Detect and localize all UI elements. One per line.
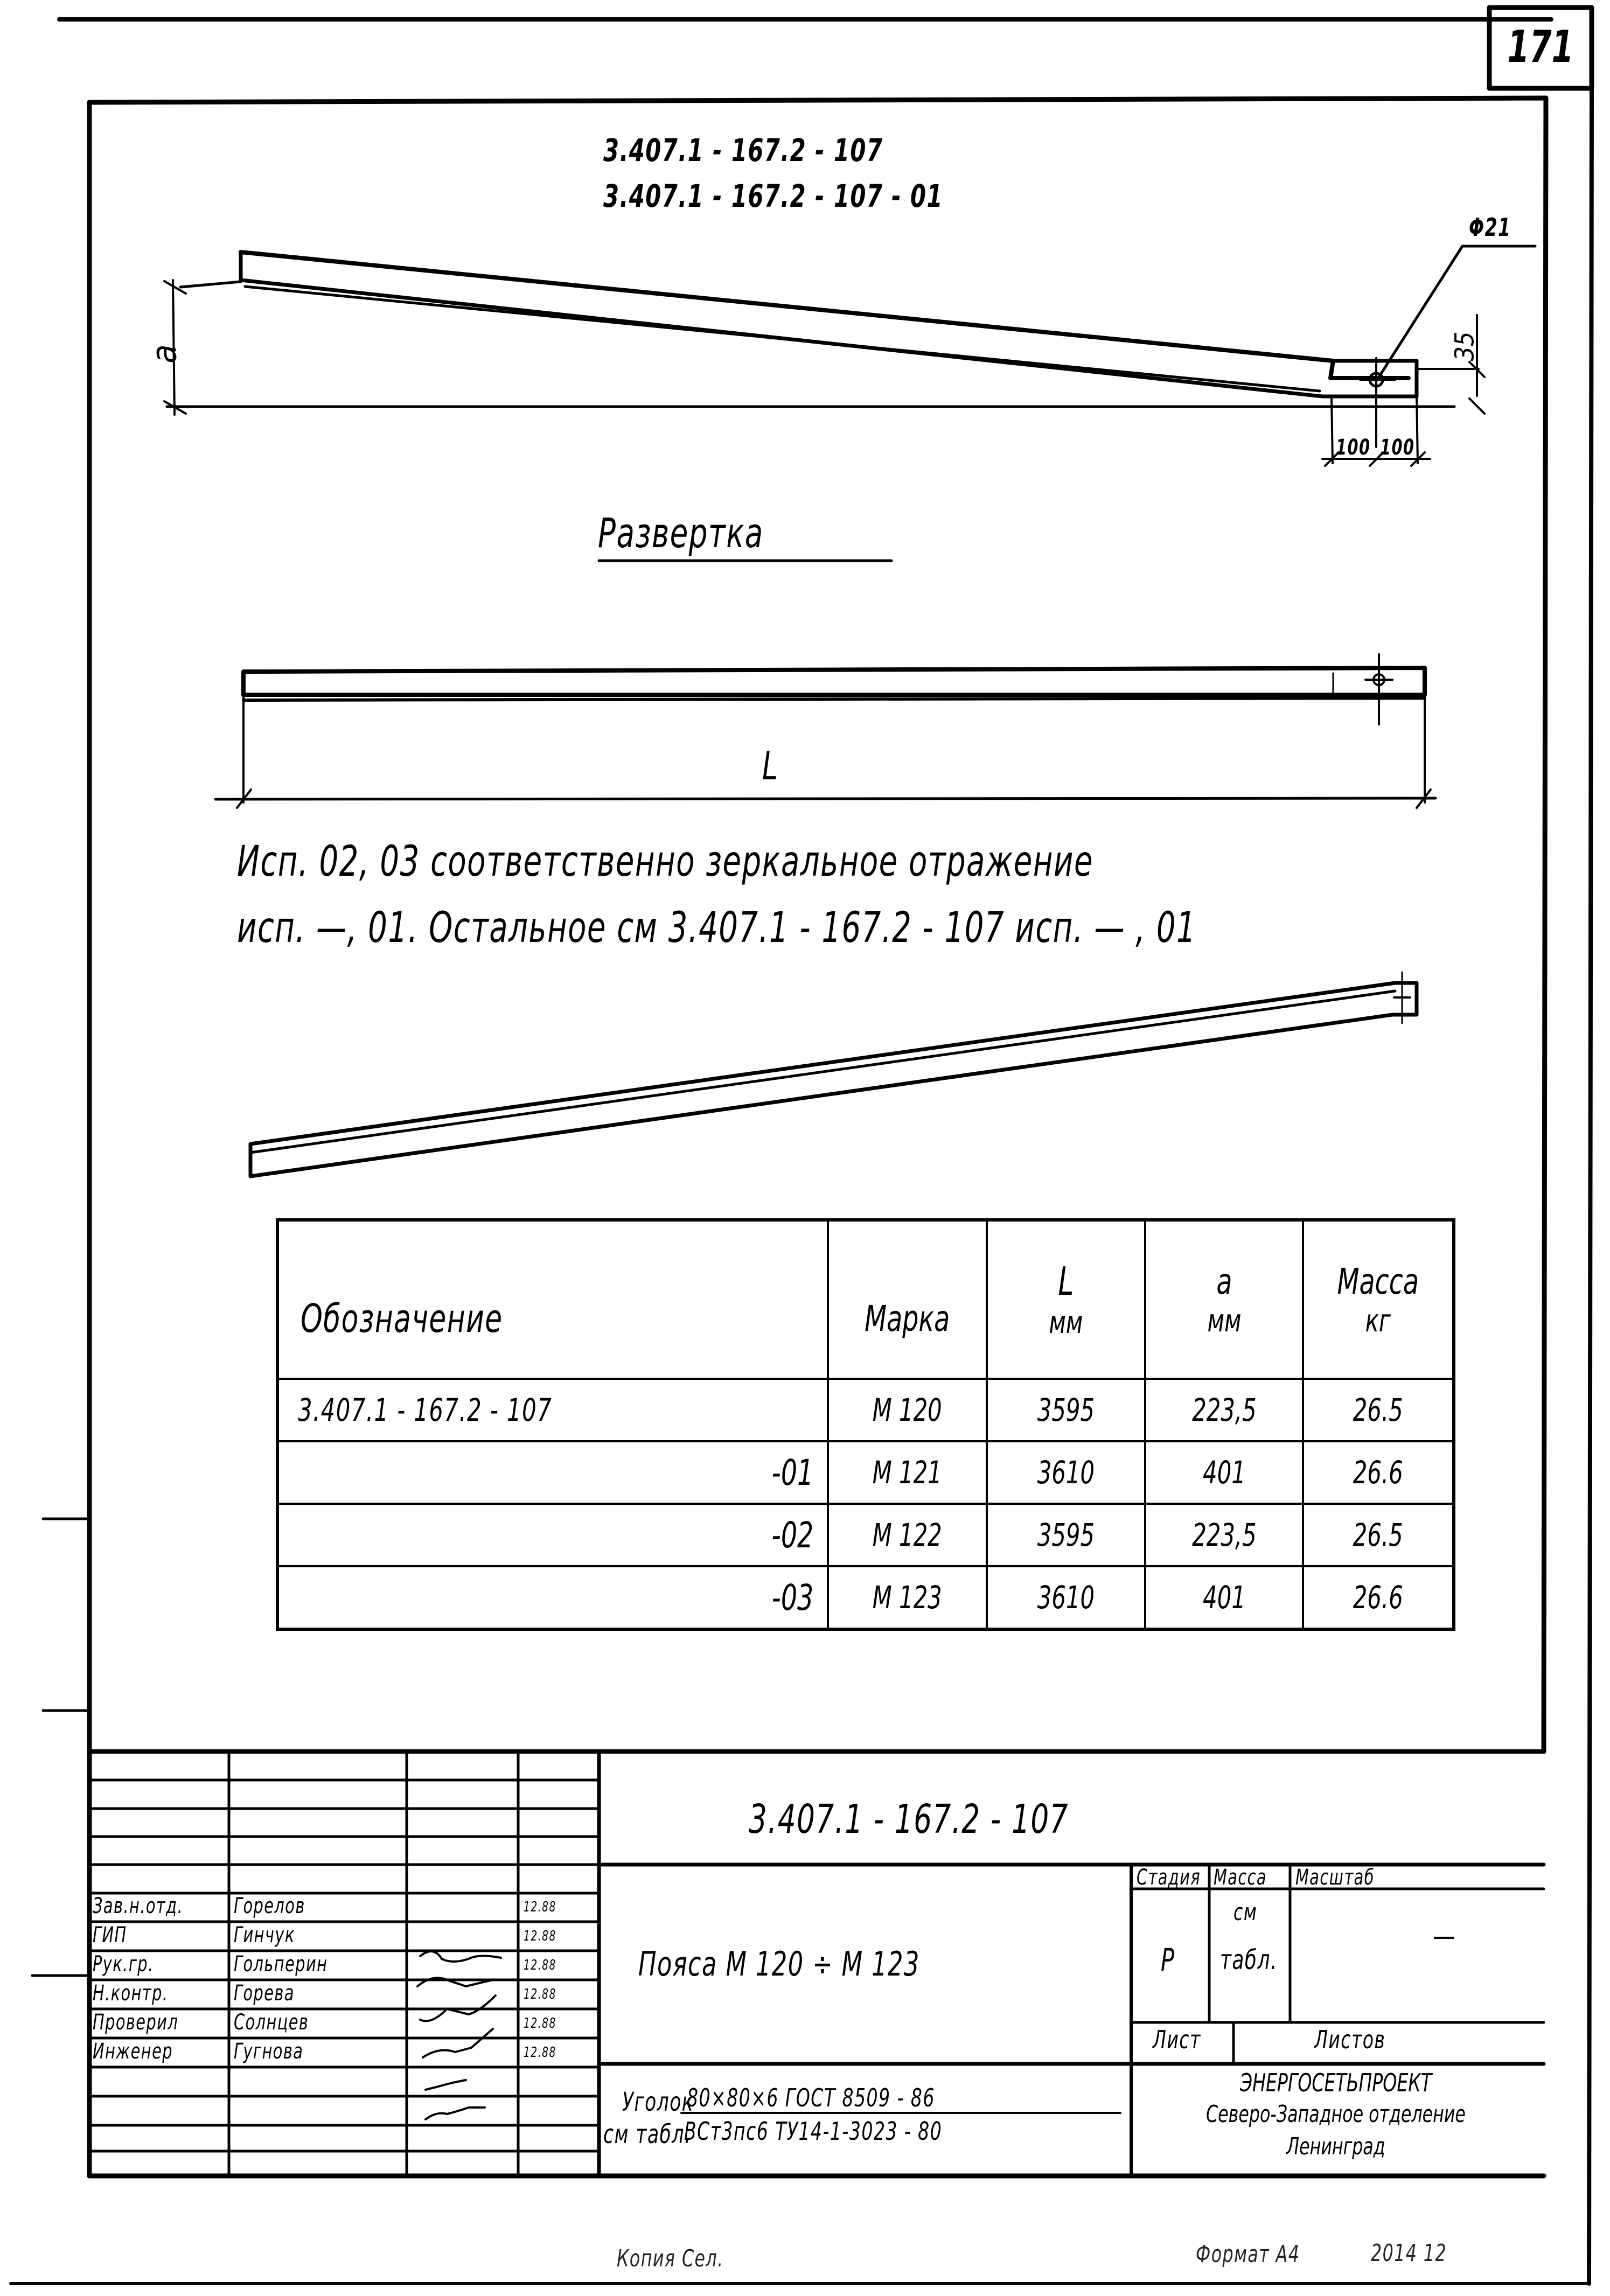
cell-a: 223,5 — [1145, 1379, 1304, 1441]
col-mark: Марка — [828, 1220, 986, 1379]
material-denominator: ВСт3пс6 ТУ14-1-3023 - 80 — [684, 2117, 943, 2146]
dim-a-label: a — [144, 344, 185, 364]
material-numerator: 80×80×6 ГОСТ 8509 - 86 — [687, 2083, 935, 2112]
cell-mark: М 123 — [828, 1566, 986, 1629]
dim-100-left-label: 100 — [1336, 435, 1371, 460]
cell-a: 223,5 — [1145, 1504, 1304, 1566]
cell-mark: М 120 — [828, 1379, 986, 1441]
mass-value-line1: см — [1233, 1899, 1258, 1926]
spec-row — [277, 1566, 1454, 1629]
spec-row — [277, 1504, 1454, 1566]
title-item-name: Пояса М 120 ÷ М 123 — [638, 1944, 920, 1984]
sheet-label: Лист — [1153, 2025, 1201, 2054]
dim-35-label: 35 — [1449, 331, 1480, 361]
material-label-1: Уголок — [622, 2087, 694, 2117]
cell-L: 3610 — [987, 1441, 1145, 1504]
note-line-2: исп. —, 01. Остальное см 3.407.1 - 167.2 - 107 исп. — , 01 — [237, 904, 1197, 952]
dim-hole-label: Φ21 — [1469, 213, 1511, 242]
format-label: Формат А4 — [1196, 2241, 1300, 2268]
cell-designation: 3.407.1 - 167.2 - 107 — [277, 1379, 828, 1441]
title-doc-code: 3.407.1 - 167.2 - 107 — [749, 1796, 1069, 1843]
col-designation: Обозначение — [277, 1220, 828, 1379]
copy-label: Копия Сел. — [617, 2245, 724, 2272]
org-line-2: Северо-Западное отделение — [1206, 2100, 1466, 2128]
cell-mass: 26.5 — [1303, 1379, 1454, 1441]
cell-mark: М 121 — [828, 1441, 986, 1504]
cell-mass: 26.6 — [1303, 1441, 1454, 1504]
cell-mark: М 122 — [828, 1504, 986, 1566]
cell-mass: 26.6 — [1303, 1566, 1454, 1629]
scale-value: — — [1433, 1917, 1456, 1954]
cell-designation: -02 — [277, 1504, 828, 1566]
unfold-title: Развертка — [598, 509, 764, 557]
specification-table — [276, 1218, 1455, 1631]
scale-label: Масштаб — [1295, 1865, 1375, 1890]
org-line-3: Ленинград — [1286, 2133, 1385, 2160]
cell-mass: 26.5 — [1303, 1504, 1454, 1566]
cell-L: 3610 — [987, 1566, 1145, 1629]
cell-designation: -03 — [277, 1566, 828, 1629]
col-a: a мм — [1145, 1220, 1304, 1379]
mass-value-line2: табл. — [1220, 1944, 1278, 1976]
cell-L: 3595 — [987, 1379, 1145, 1441]
spec-row — [277, 1379, 1454, 1441]
dim-100-right-label: 100 — [1380, 435, 1415, 460]
designation-line-1: 3.407.1 - 167.2 - 107 — [603, 132, 883, 169]
bottom-note: 2014 12 — [1371, 2239, 1447, 2267]
cell-designation: -01 — [277, 1441, 828, 1504]
designation-line-2: 3.407.1 - 167.2 - 107 - 01 — [603, 178, 944, 214]
col-mass: Масса кг — [1303, 1220, 1454, 1379]
spec-header-row — [277, 1220, 1454, 1379]
material-label-2: см табл. — [603, 2119, 692, 2150]
org-line-1: ЭНЕРГОСЕТЬПРОЕКТ — [1239, 2068, 1432, 2097]
mass-label: Масса — [1214, 1865, 1267, 1890]
col-L: L мм — [987, 1220, 1145, 1379]
note-line-1: Исп. 02, 03 соответственно зеркальное отражение — [237, 838, 1093, 886]
cell-L: 3595 — [987, 1504, 1145, 1566]
stage-value: Р — [1161, 1942, 1175, 1978]
stage-label: Стадия — [1137, 1865, 1201, 1890]
cell-a: 401 — [1145, 1566, 1304, 1629]
spec-row — [277, 1441, 1454, 1504]
page-number: 171 — [1507, 22, 1574, 73]
signature-strokes — [417, 1951, 501, 2119]
cell-a: 401 — [1145, 1441, 1304, 1504]
dim-L-label: L — [762, 743, 779, 788]
sheets-label: Листов — [1314, 2025, 1386, 2054]
